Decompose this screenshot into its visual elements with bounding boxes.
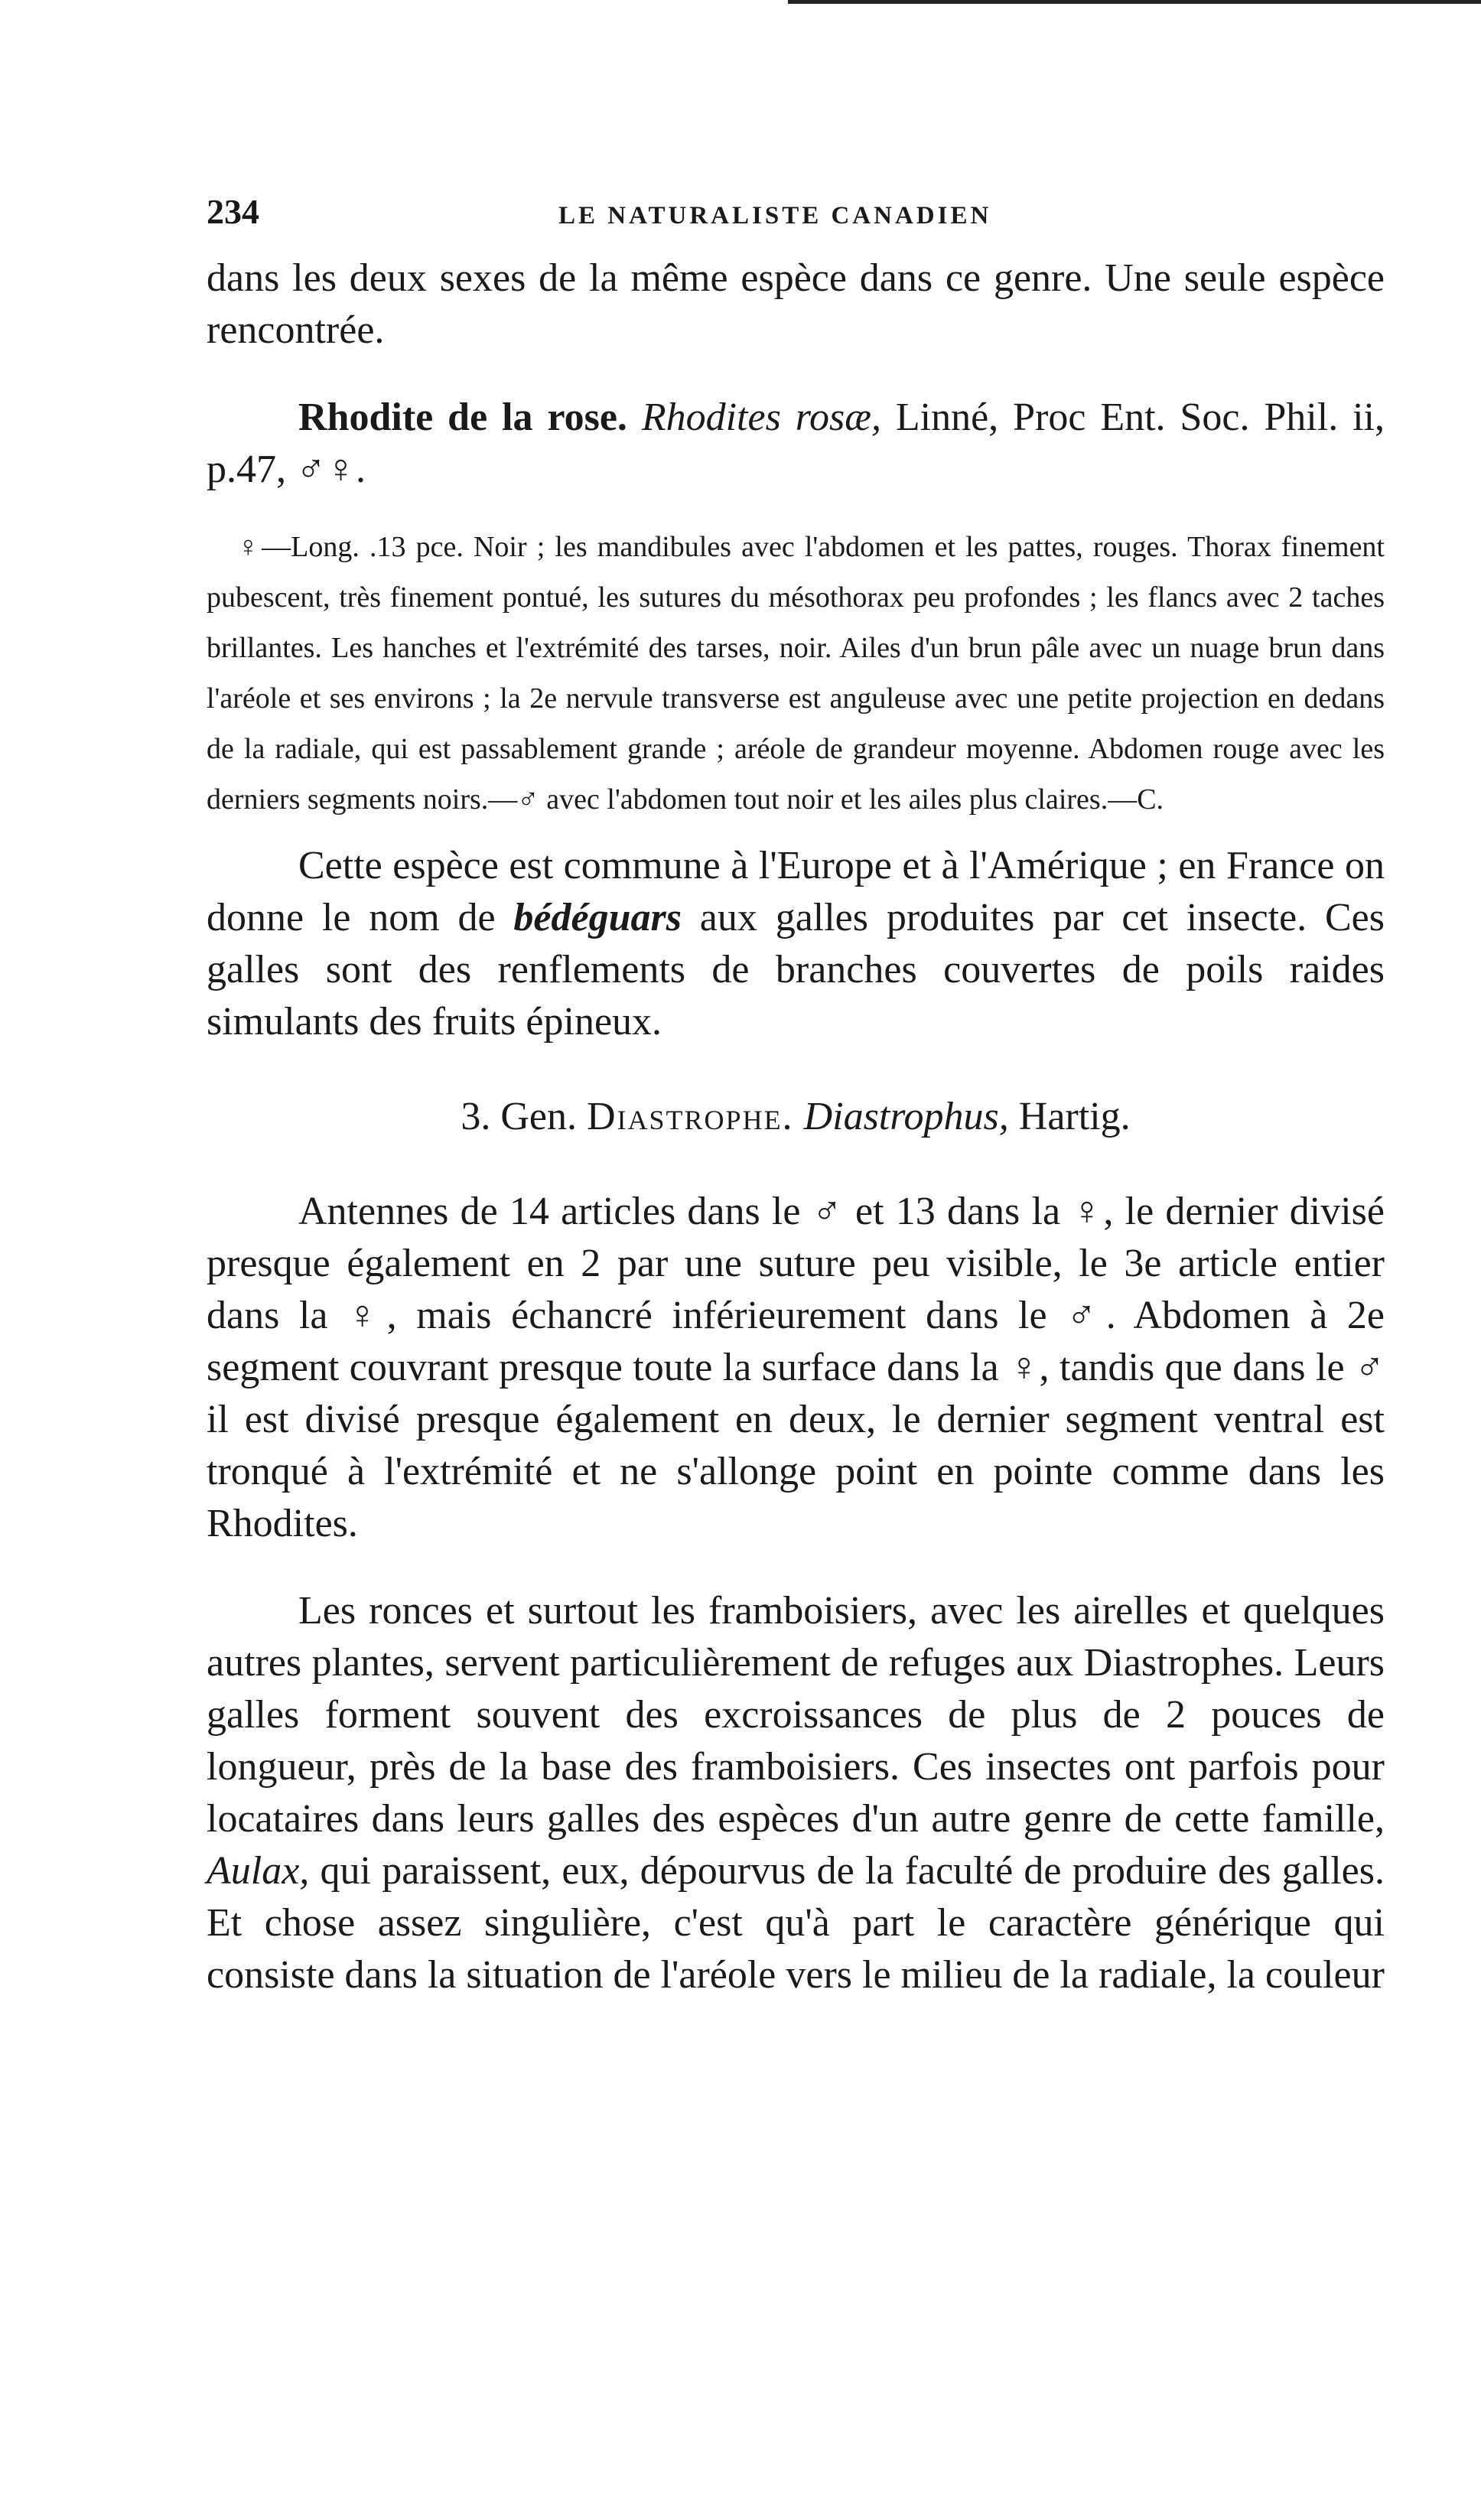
genus-latin: Diastrophus, xyxy=(803,1095,1009,1138)
remark-paragraph xyxy=(207,840,1385,1048)
page-header xyxy=(207,191,1385,252)
intro-paragraph: dans les deux sexes de la même espèce dans ce genre. Une seule espèce rencontrée. xyxy=(207,256,1385,352)
page-number: 234 xyxy=(207,192,259,231)
habits-text-before: Les ronces et surtout les framboisiers, avec les airelles et quelques autres plantes, servent particulièrement de refuges aux Diastrophes. Leurs galles forment souvent des excroissances de plus de 2 pouces de longueur, près de la base des framboisiers. Ces insectes ont parfois pour locataires dans leurs galles des espèces d'un autre genre de cette famille, xyxy=(207,1589,1385,1841)
species-description: ♀—Long. .13 pce. Noir ; les mandibules avec l'abdomen et les pattes, rouges. Thorax finement pubescent, très finement pontué, les sutures du mésothorax peu profondes ; les flancs avec 2 taches brillantes. Les hanches et l'extrémité des tarses, noir. Ailes d'un brun pâle avec un nuage brun dans l'aréole et ses environs ; la 2e nervule transverse est anguleuse avec une petite projection en dedans de la radiale, qui est passablement grande ; aréole de grandeur moyenne. Abdomen rouge avec les derniers segments noirs.—♂ avec l'abdomen tout noir et les ailes plus claires.—C. xyxy=(207,531,1385,816)
running-head: LE NATURALISTE CANADIEN xyxy=(558,202,992,230)
genus-description: Antennes de 14 articles dans le ♂ et 13 dans la ♀, le dernier divisé presque également en 2 par une suture peu visible, le 3e article entier dans la ♀, mais échancré inférieurement dans le ♂. Abdomen à 2e segment couvrant presque toute la surface dans la ♀, tandis que dans le ♂ il est divisé presque également en deux, le dernier segment ventral est tronqué à l'extrémité et ne s'allonge point en pointe comme dans les Rhodites. xyxy=(207,1190,1385,1545)
remark-text-after: aux galles produites par cet insecte. Ces galles sont des renflements de branches couvertes de poils raides simulants des fruits épineux. xyxy=(207,896,1385,1043)
habits-latin: Aulax, xyxy=(207,1849,310,1893)
genus-heading xyxy=(207,1091,1385,1143)
habits-text-after: qui paraissent, eux, dépourvus de la faculté de produire des galles. Et chose assez singulière, c'est qu'à part le caractère générique qui consiste dans la situation de l'aréole vers le milieu de la radiale, la couleur xyxy=(207,1849,1385,1997)
page-body xyxy=(207,191,1385,2001)
species-latin-name: Rhodites rosæ, xyxy=(641,396,881,439)
remark-term: bédéguars xyxy=(513,896,682,939)
species-authority: Linné, Proc Ent. Soc. Phil. ii, p.47, ♂♀. xyxy=(207,396,1385,491)
habits-paragraph xyxy=(207,1585,1385,2001)
species-common-name: Rhodite de la rose. xyxy=(298,396,627,439)
genus-name: Diastrophe. xyxy=(586,1095,794,1138)
species-heading xyxy=(207,392,1385,496)
remark-text-before: Cette espèce est commune à l'Europe et à l'Amérique ; en France on donne le nom de xyxy=(207,844,1385,939)
genus-authority: Hartig. xyxy=(1008,1095,1131,1138)
genus-number: 3. Gen. xyxy=(461,1095,587,1138)
top-edge-rule xyxy=(788,0,1481,4)
